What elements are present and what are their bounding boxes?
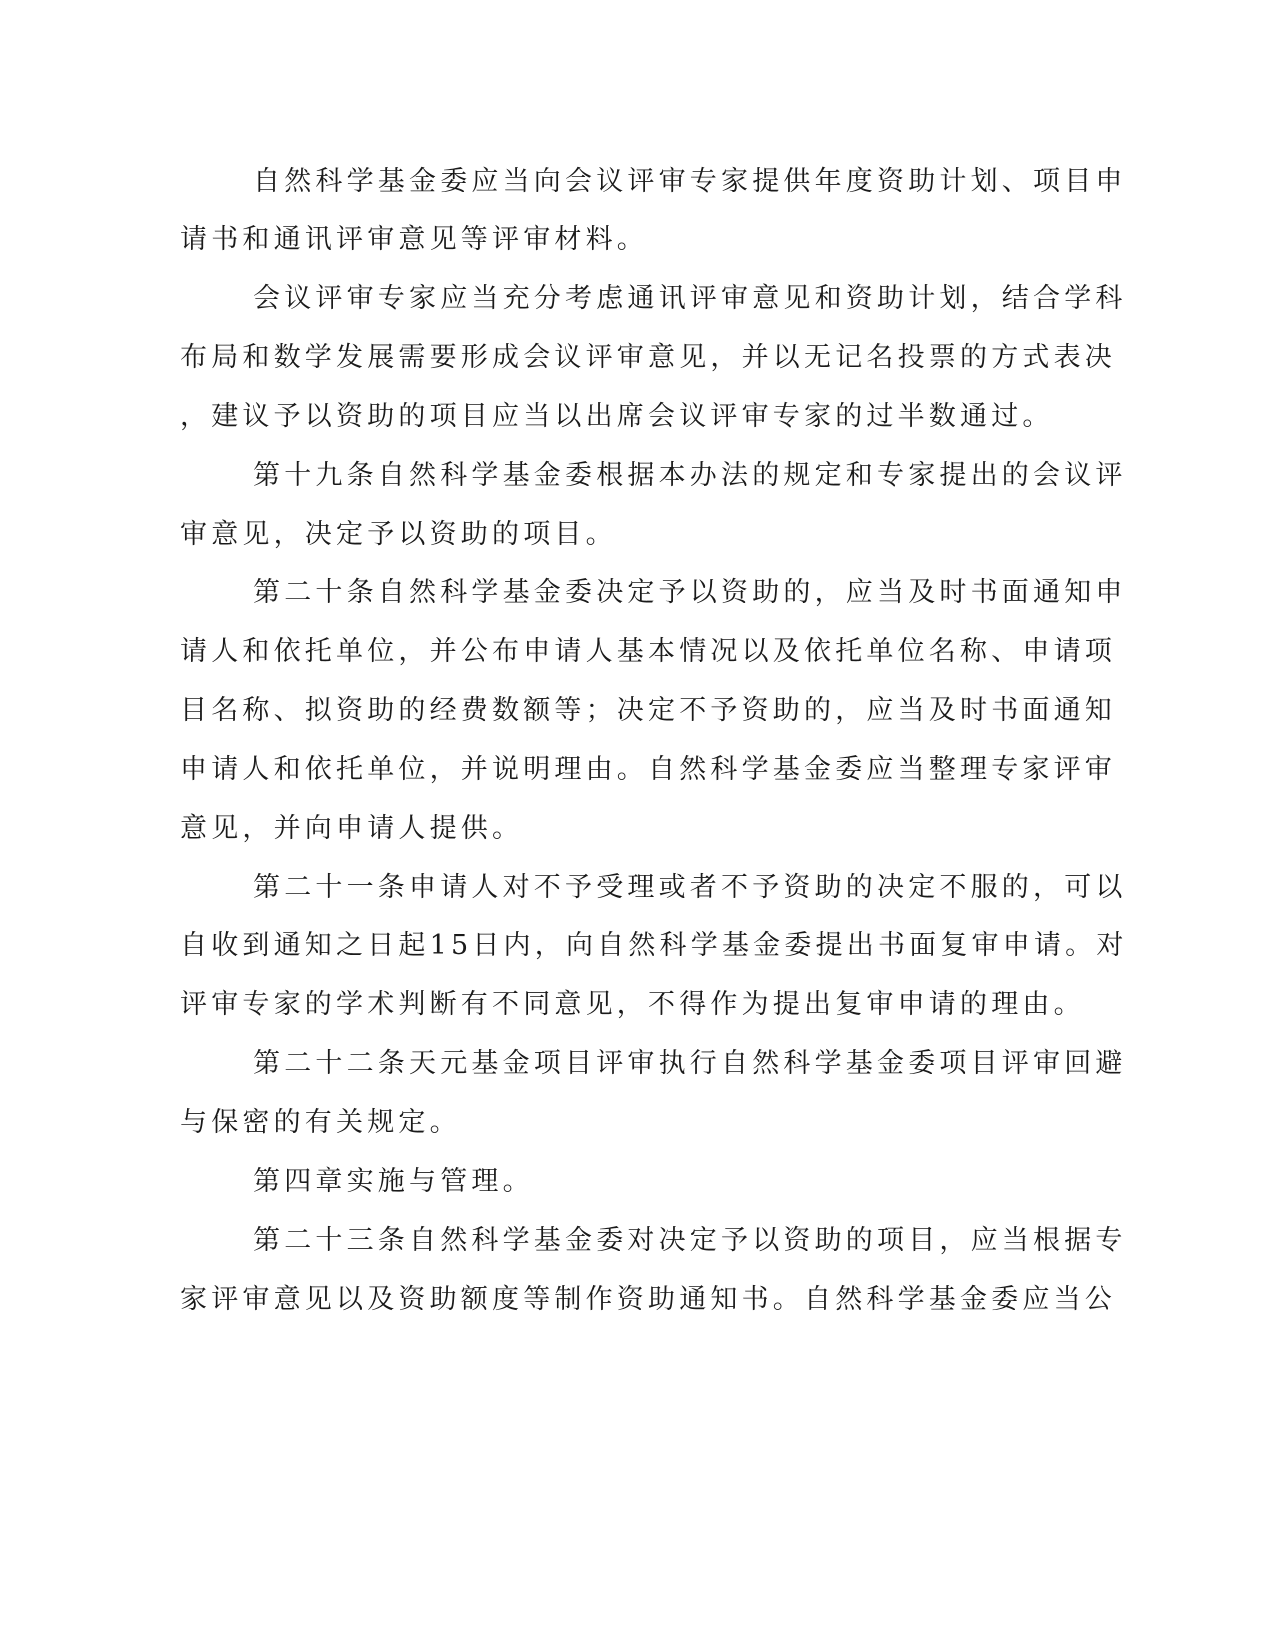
text-line: 第二十三条自然科学基金委对决定予以资助的项目，应当根据专 (253, 1225, 1127, 1256)
text-line: 自收到通知之日起15日内，向自然科学基金委提出书面复审申请。对 (180, 930, 1128, 961)
text-line: 申请人和依托单位，并说明理由。自然科学基金委应当整理专家评审 (180, 754, 1116, 785)
text-line: 第二十二条天元基金项目评审执行自然科学基金委项目评审回避 (253, 1048, 1127, 1079)
text-line: 审意见，决定予以资助的项目。 (180, 519, 617, 550)
text-line: 会议评审专家应当充分考虑通讯评审意见和资助计划，结合学科 (253, 283, 1127, 314)
text-line: 评审专家的学术判断有不同意见，不得作为提出复审申请的理由。 (180, 989, 1085, 1020)
text-line: 第二十条自然科学基金委决定予以资助的，应当及时书面通知申 (253, 577, 1127, 608)
text-line: ，建议予以资助的项目应当以出席会议评审专家的过半数通过。 (180, 401, 1054, 432)
text-line: 请人和依托单位，并公布申请人基本情况以及依托单位名称、申请项 (180, 636, 1116, 667)
text-line: 目名称、拟资助的经费数额等；决定不予资助的，应当及时书面通知 (180, 695, 1116, 726)
text-line: 与保密的有关规定。 (180, 1107, 461, 1138)
text-line: 第二十一条申请人对不予受理或者不予资助的决定不服的，可以 (253, 872, 1127, 903)
text-line: 意见，并向申请人提供。 (180, 813, 524, 844)
text-line: 第十九条自然科学基金委根据本办法的规定和专家提出的会议评 (253, 460, 1127, 491)
text-line: 布局和数学发展需要形成会议评审意见，并以无记名投票的方式表决 (180, 342, 1116, 373)
text-line: 自然科学基金委应当向会议评审专家提供年度资助计划、项目申 (253, 166, 1127, 197)
text-line: 请书和通讯评审意见等评审材料。 (180, 224, 648, 255)
text-line: 第四章实施与管理。 (253, 1166, 534, 1197)
text-line: 家评审意见以及资助额度等制作资助通知书。自然科学基金委应当公 (180, 1284, 1116, 1315)
